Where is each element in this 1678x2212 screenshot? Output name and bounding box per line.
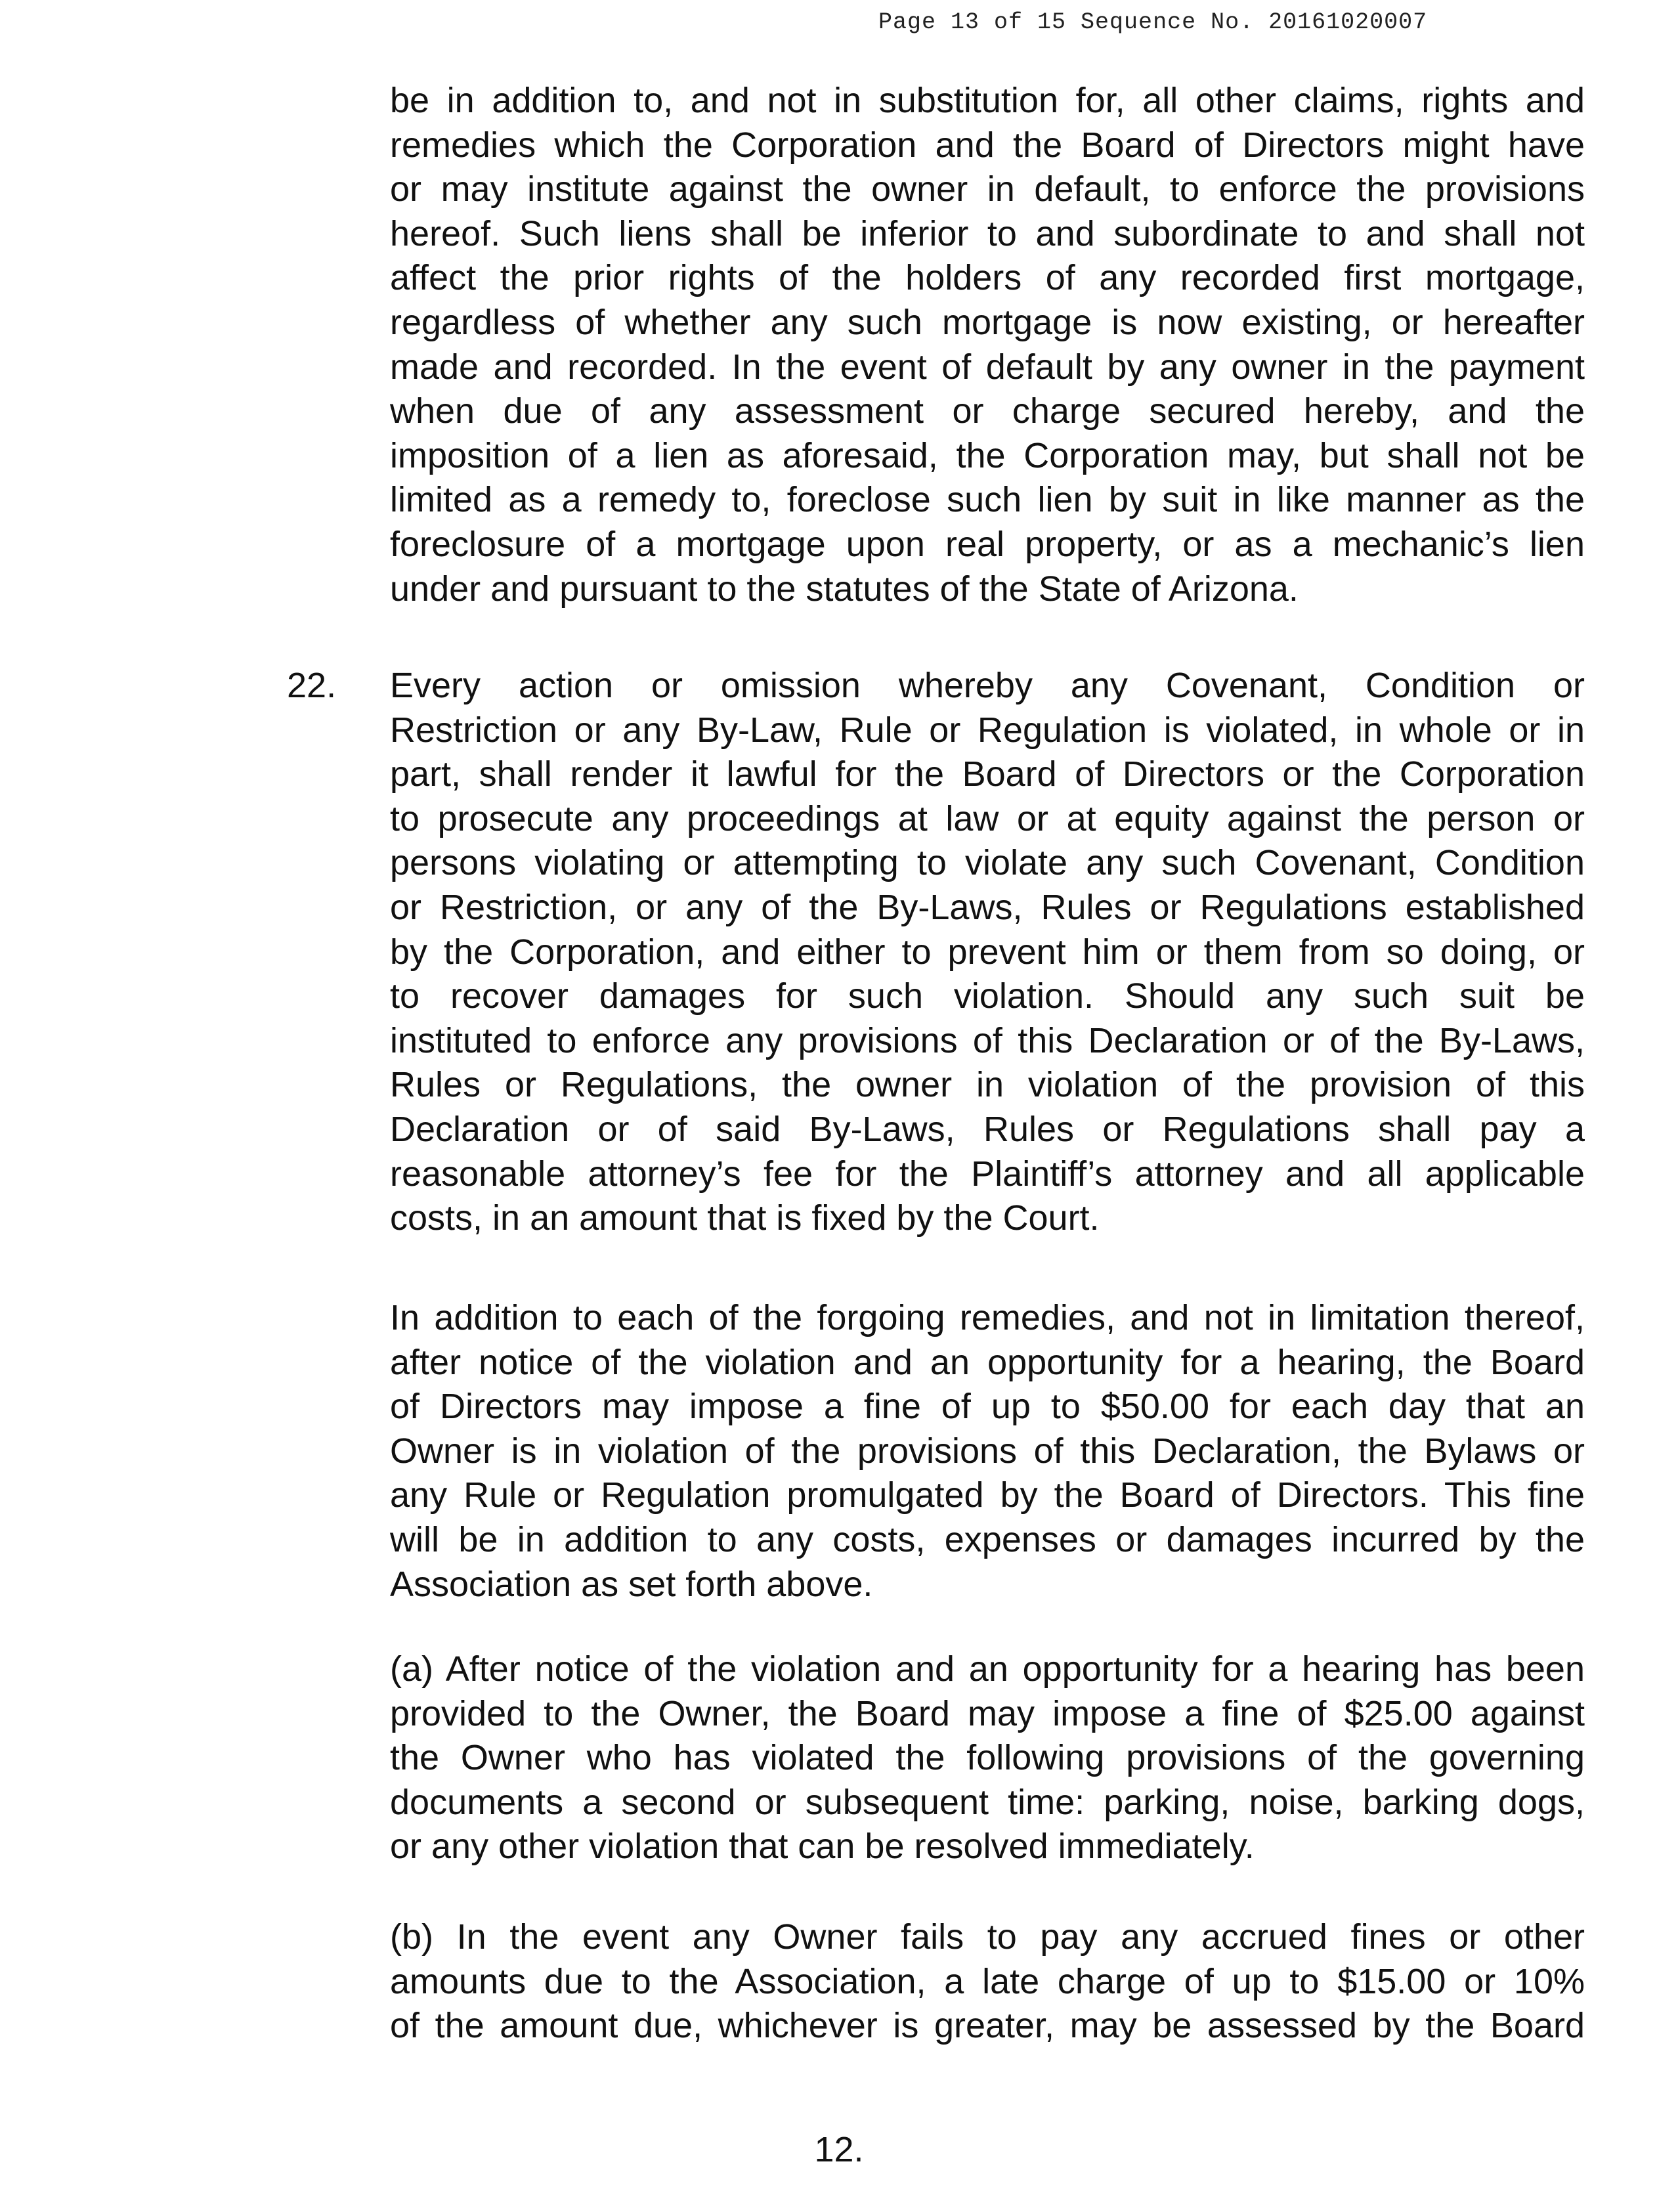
text-line: Rules or Regulations, the owner in violation of the provision of this — [390, 1065, 1585, 1105]
text-line: instituted to enforce any provisions of this Declaration or of the By-Laws, — [390, 1020, 1585, 1060]
text-line: affect the prior rights of the holders of any recorded first mortgage, — [390, 258, 1585, 298]
text-line: Restriction or any By-Law, Rule or Regulation is violated, in whole or in — [390, 710, 1585, 750]
paragraph-subsection-a — [390, 1647, 1585, 1869]
text-line: In addition to each of the forgoing remedies, and not in limitation thereof, — [390, 1298, 1585, 1337]
text-line: of Directors may impose a fine of up to $50.00 for each day that an — [390, 1387, 1585, 1427]
section-number: 22. — [287, 666, 337, 705]
text-line: (b) In the event any Owner fails to pay any accrued fines or other — [390, 1917, 1585, 1957]
page-number: 12. — [814, 2130, 864, 2169]
text-line: when due of any assessment or charge secured hereby, and the — [390, 391, 1585, 431]
text-line: made and recorded. In the event of default by any owner in the payment — [390, 347, 1585, 387]
text-line: documents a second or subsequent time: parking, noise, barking dogs, — [390, 1782, 1585, 1822]
text-line: by the Corporation, and either to prevent him or them from so doing, or — [390, 932, 1585, 972]
text-line: imposition of a lien as aforesaid, the Corporation may, but shall not be — [390, 435, 1585, 475]
text-line: to recover damages for such violation. Should any such suit be — [390, 976, 1585, 1016]
text-line: foreclosure of a mortgage upon real property, or as a mechanic’s lien — [390, 524, 1585, 564]
text-line: regardless of whether any such mortgage is now existing, or hereafter — [390, 302, 1585, 342]
text-line: after notice of the violation and an opportunity for a hearing, the Board — [390, 1342, 1585, 1382]
text-line: part, shall render it lawful for the Board of Directors or the Corporation — [390, 754, 1585, 794]
text-line: amounts due to the Association, a late charge of up to $15.00 or 10% — [390, 1961, 1585, 2001]
text-line: reasonable attorney’s fee for the Plaintiff’s attorney and all applicable — [390, 1154, 1585, 1194]
text-line: (a) After notice of the violation and an opportunity for a hearing has been — [390, 1649, 1585, 1689]
paragraph-lien-continuation — [390, 79, 1585, 611]
text-line: any Rule or Regulation promulgated by the Board of Directors. This fine — [390, 1475, 1585, 1515]
paragraph-subsection-b — [390, 1915, 1585, 2049]
text-line: or any other violation that can be resolved immediately. — [390, 1827, 1255, 1867]
paragraph-section-22 — [390, 664, 1585, 1241]
text-line: the Owner who has violated the following provisions of the governing — [390, 1738, 1585, 1778]
page-header: Page 13 of 15 Sequence No. 20161020007 — [878, 9, 1428, 35]
text-line: remedies which the Corporation and the Board of Directors might have — [390, 125, 1585, 165]
text-line: hereof. Such liens shall be inferior to and subordinate to and shall not — [390, 213, 1585, 253]
text-line: to prosecute any proceedings at law or at equity against the person or — [390, 798, 1585, 838]
text-line: Declaration or of said By-Laws, Rules or Regulations shall pay a — [390, 1109, 1585, 1149]
text-line: will be in addition to any costs, expenses or damages incurred by the — [390, 1519, 1585, 1559]
text-line: persons violating or attempting to violate any such Covenant, Condition — [390, 843, 1585, 883]
text-line: limited as a remedy to, foreclose such lien by suit in like manner as the — [390, 480, 1585, 520]
text-line: or Restriction, or any of the By-Laws, Rules or Regulations established — [390, 887, 1585, 927]
text-line: Association as set forth above. — [390, 1564, 873, 1604]
text-line: be in addition to, and not in substitution for, all other claims, rights and — [390, 81, 1585, 120]
text-line: Owner is in violation of the provisions of this Declaration, the Bylaws or — [390, 1431, 1585, 1471]
text-line: costs, in an amount that is fixed by the Court. — [390, 1198, 1100, 1238]
paragraph-fines — [390, 1296, 1585, 1607]
text-line: or may institute against the owner in default, to enforce the provisions — [390, 169, 1585, 209]
text-line: provided to the Owner, the Board may impose a fine of $25.00 against — [390, 1693, 1585, 1733]
text-line: of the amount due, whichever is greater, may be assessed by the Board — [390, 2006, 1585, 2046]
text-line: under and pursuant to the statutes of the State of Arizona. — [390, 569, 1299, 609]
text-line: Every action or omission whereby any Covenant, Condition or — [390, 666, 1585, 705]
